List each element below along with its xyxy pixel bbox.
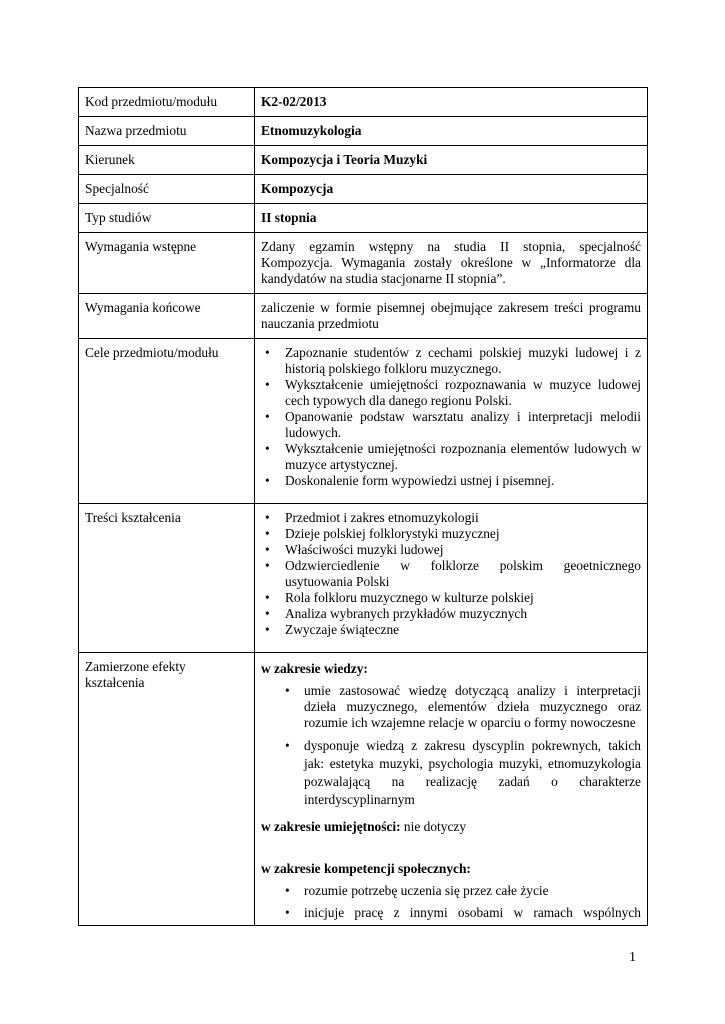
list-item: • inicjuje pracę z innymi osobami w ramach wspólnych [261, 905, 641, 921]
row-label: Wymagania wstępne [79, 233, 255, 294]
row-label: Wymagania końcowe [79, 294, 255, 339]
row-label: Kod przedmiotu/modułu [79, 88, 255, 117]
row-label: Kierunek [79, 146, 255, 175]
list-item: • Odzwierciedlenie w folklorze polskim geoetnicznego usytuowania Polski [261, 558, 641, 590]
list-item: • umie zastosować wiedzę dotyczącą analizy i interpretacji dzieła muzycznego, elementów dzieła muzycznego oraz rozumie ich wzajemne relacje w oparciu o formy nowoczesne [261, 683, 641, 731]
final-requirements: zaliczenie w formie pisemnej obejmujące zakresem treści programu nauczania przedmiotu [255, 294, 648, 339]
table-row [79, 294, 648, 339]
table-row [79, 653, 648, 926]
content-list [261, 510, 641, 638]
list-item: • Dzieje polskiej folklorystyki muzycznej [261, 526, 641, 542]
row-label: Cele przedmiotu/modułu [79, 339, 255, 504]
table-row [79, 146, 648, 175]
list-item: • Opanowanie podstaw warsztatu analizy i interpretacji melodii ludowych. [261, 409, 641, 441]
page-number: 1 [629, 950, 636, 965]
list-item: • Zwyczaje świąteczne [261, 622, 641, 638]
table-row [79, 117, 648, 146]
specialty: Kompozycja [255, 175, 648, 204]
table-row [79, 233, 648, 294]
list-item: • Doskonalenie form wypowiedzi ustnej i pisemnej. [261, 473, 641, 489]
list-item: • dysponuje wiedzą z zakresu dyscyplin pokrewnych, takich jak: estetyka muzyki, psychologia muzyki, etnomuzykologia pozwalającą na realizację zadań o charakterze interdyscyplinarnym [261, 737, 641, 809]
learning-outcomes [255, 653, 648, 926]
course-name: Etnomuzykologia [255, 117, 648, 146]
table-row [79, 88, 648, 117]
course-goals [255, 339, 648, 504]
table-row [79, 504, 648, 653]
row-label: Treści kształcenia [79, 504, 255, 653]
list-item: • Wykształcenie umiejętności rozpoznania elementów ludowych w muzyce artystycznej. [261, 441, 641, 473]
table-row [79, 175, 648, 204]
list-item: • Analiza wybranych przykładów muzycznych [261, 606, 641, 622]
row-label: Typ studiów [79, 204, 255, 233]
social-competence-list [261, 883, 641, 921]
table-row [79, 339, 648, 504]
course-code: K2-02/2013 [255, 88, 648, 117]
list-item: • rozumie potrzebę uczenia się przez całe życie [261, 883, 641, 899]
list-item: • Zapoznanie studentów z cechami polskiej muzyki ludowej i z historią polskiego folkloru muzycznego. [261, 345, 641, 377]
course-content [255, 504, 648, 653]
syllabus-table [78, 87, 648, 926]
skills-section [261, 819, 641, 835]
skills-value: nie dotyczy [400, 819, 467, 834]
entry-requirements: Zdany egzamin wstępny na studia II stopnia, specjalność Kompozycja. Wymagania zostały określone w „Informatorze dla kandydatów na studia stacjonarne II stopnia”. [255, 233, 648, 294]
row-label: Zamierzone efekty kształcenia [79, 653, 255, 926]
table-row [79, 204, 648, 233]
skills-heading: w zakresie umiejętności: [261, 819, 401, 834]
goals-list [261, 345, 641, 489]
row-label: Nazwa przedmiotu [79, 117, 255, 146]
knowledge-heading: w zakresie wiedzy: [261, 661, 368, 676]
field-of-study: Kompozycja i Teoria Muzyki [255, 146, 648, 175]
social-competence-heading: w zakresie kompetencji społecznych: [261, 861, 471, 876]
knowledge-list [261, 683, 641, 809]
list-item: • Przedmiot i zakres etnomuzykologii [261, 510, 641, 526]
study-type: II stopnia [255, 204, 648, 233]
list-item: • Wykształcenie umiejętności rozpoznawania w muzyce ludowej cech typowych dla danego regionu Polski. [261, 377, 641, 409]
list-item: • Właściwości muzyki ludowej [261, 542, 641, 558]
row-label: Specjalność [79, 175, 255, 204]
list-item: • Rola folkloru muzycznego w kulturze polskiej [261, 590, 641, 606]
